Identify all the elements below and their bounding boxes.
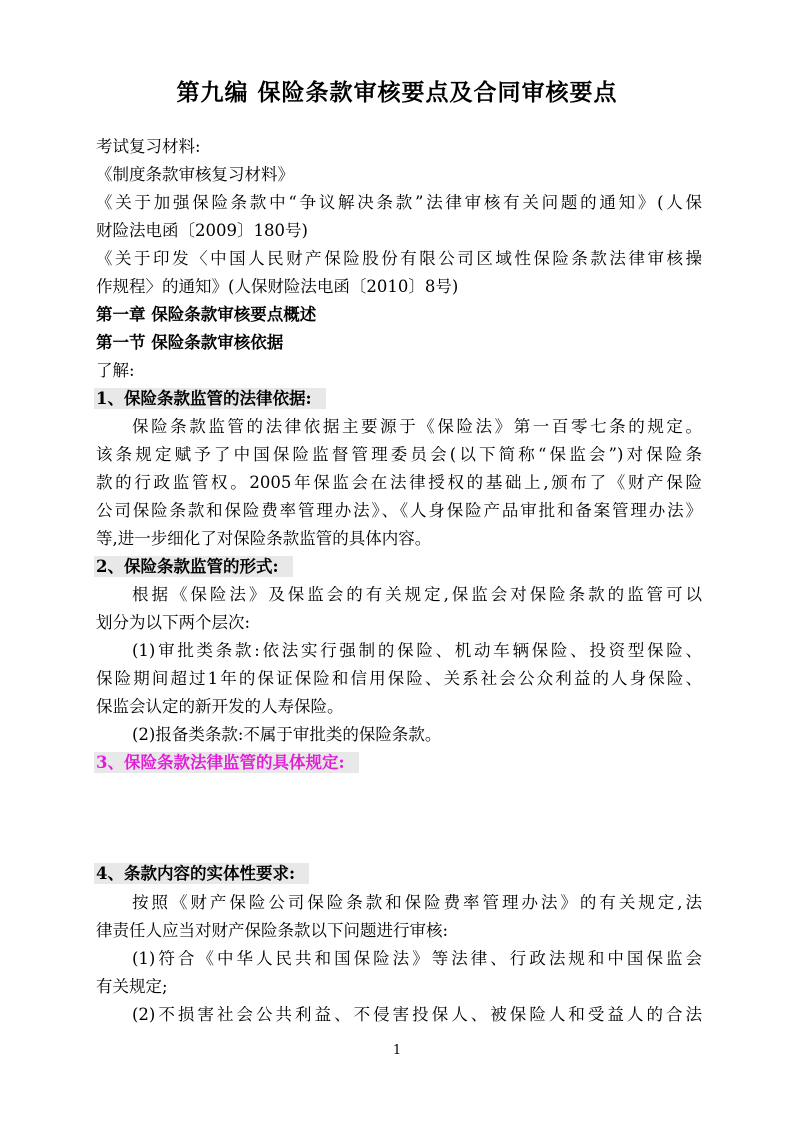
paragraph-line: 等,进一步细化了对保险条款监管的具体内容。 bbox=[96, 529, 432, 548]
section-heading: 第一节 保险条款审核依据 bbox=[96, 333, 284, 352]
paragraph-line: 根据《保险法》及保监会的有关规定,保监会对保险条款的监管可以 bbox=[132, 585, 702, 604]
chapter-heading: 第一章 保险条款审核要点概述 bbox=[96, 305, 317, 324]
paragraph-line: (1)审批类条款:依法实行强制的保险、机动车辆保险、投资型保险、 bbox=[132, 641, 702, 660]
paragraph-line: 该条规定赋予了中国保险监督管理委员会(以下简称“保监会”)对保险条 bbox=[96, 445, 702, 464]
heading-2-row bbox=[96, 555, 293, 579]
heading-3: 3、保险条款法律监管的具体规定: bbox=[94, 752, 359, 773]
understand-label: 了解: bbox=[96, 361, 135, 380]
paragraph-line: 保险条款监管的法律依据主要源于《保险法》第一百零七条的规定。 bbox=[132, 417, 702, 436]
paragraph-line: 划分为以下两个层次: bbox=[96, 613, 251, 632]
page-title: 第九编 保险条款审核要点及合同审核要点 bbox=[176, 79, 618, 106]
exam-materials-label: 考试复习材料: bbox=[96, 137, 201, 156]
material-line: 《制度条款审核复习材料》 bbox=[96, 165, 294, 184]
paragraph-line: 公司保险条款和保险费率管理办法》、《人身保险产品审批和备案管理办法》 bbox=[96, 501, 702, 520]
heading-1-row bbox=[96, 387, 326, 411]
heading-4-row bbox=[96, 862, 309, 886]
heading-4: 4、条款内容的实体性要求: bbox=[94, 863, 309, 884]
paragraph-line: 有关规定; bbox=[96, 977, 168, 996]
material-line: 财险法电函〔2009〕180号) bbox=[96, 221, 308, 240]
material-line: 《关于加强保险条款中“争议解决条款”法律审核有关问题的通知》(人保 bbox=[96, 193, 702, 212]
paragraph-line: 律责任人应当对财产保险条款以下问题进行审核: bbox=[96, 921, 449, 940]
heading-2: 2、保险条款监管的形式: bbox=[94, 556, 293, 577]
paragraph-line: (1)符合《中华人民共和国保险法》等法律、行政法规和中国保监会 bbox=[132, 949, 702, 968]
paragraph-line: 款的行政监管权。2005年保监会在法律授权的基础上,颁布了《财产保险 bbox=[96, 473, 702, 492]
material-line: 《关于印发〈中国人民财产保险股份有限公司区域性保险条款法律审核操 bbox=[96, 249, 702, 268]
page-number: 1 bbox=[392, 1043, 402, 1058]
heading-3-row bbox=[96, 751, 359, 775]
paragraph-line: 保监会认定的新开发的人寿保险。 bbox=[96, 697, 344, 716]
heading-1: 1、保险条款监管的法律依据: bbox=[94, 388, 326, 409]
material-line: 作规程〉的通知》(人保财险法电函〔2010〕8号) bbox=[96, 277, 459, 296]
paragraph-line: 按照《财产保险公司保险条款和保险费率管理办法》的有关规定,法 bbox=[132, 893, 702, 912]
paragraph-line: 保险期间超过1年的保证保险和信用保险、关系社会公众利益的人身保险、 bbox=[96, 669, 702, 688]
paragraph-line: (2)不损害社会公共利益、不侵害投保人、被保险人和受益人的合法 bbox=[132, 1005, 702, 1024]
paragraph-line: (2)报备类条款:不属于审批类的保险条款。 bbox=[132, 725, 442, 744]
